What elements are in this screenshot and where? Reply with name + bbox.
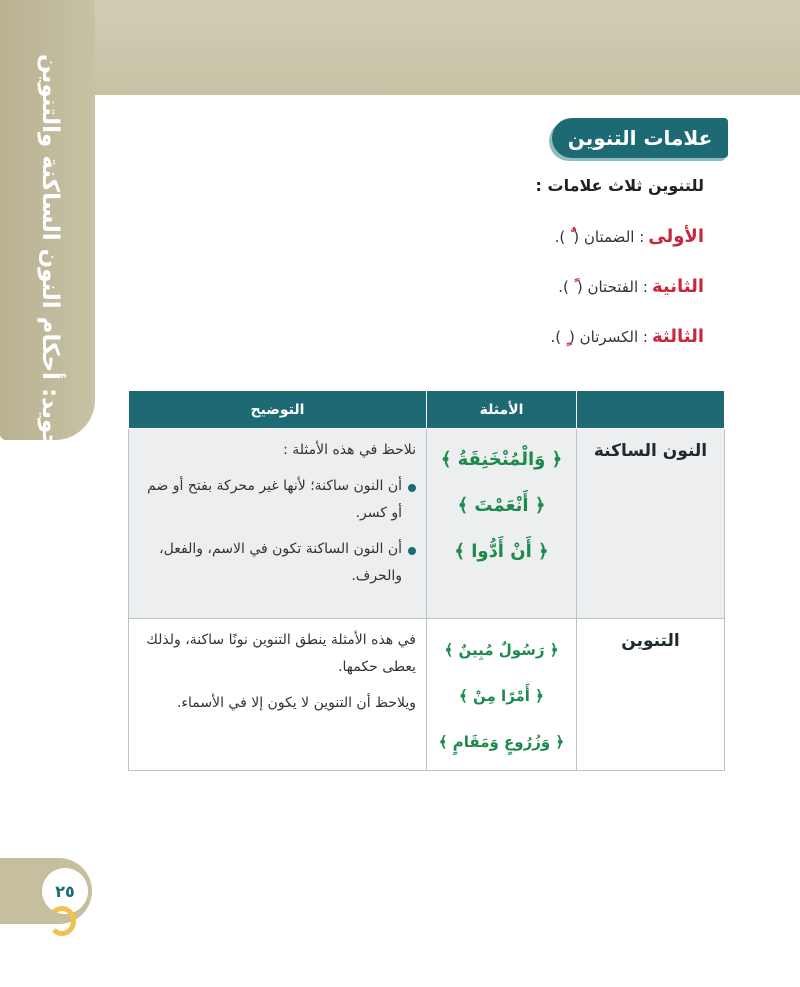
explanation-cell <box>129 619 427 771</box>
mark-name: : الضمتان ( <box>573 227 645 246</box>
explanation-cell <box>129 429 427 619</box>
quran-example: ﴿ أَمْرًا مِنْ ﴾ <box>459 687 544 705</box>
mark-name: : الكسرتان ( <box>569 327 648 346</box>
mark-item-second <box>558 276 704 297</box>
quran-example: ﴿ وَالْمُنْخَنِقَةُ ﴾ <box>440 449 563 470</box>
mark-ordinal: الأولى <box>648 226 704 247</box>
explanation-paragraph: في هذه الأمثلة ينطق التنوين نونًا ساكنة، ولذلك يعطى حكمها. <box>146 632 416 675</box>
mark-tail: ). <box>554 227 566 246</box>
top-decorative-band <box>0 0 800 95</box>
intro-text: للتنوين ثلاث علامات : <box>535 176 704 195</box>
mark-tail: ). <box>550 327 562 346</box>
mark-ordinal: الثالثة <box>651 326 704 347</box>
publisher-logo-icon <box>48 906 76 936</box>
table-row <box>129 619 725 771</box>
explanation-bullet: أن النون الساكنة تكون في الاسم، والفعل، والحرف. <box>137 536 416 590</box>
row-label: التنوين <box>577 619 725 771</box>
explanation-intro: نلاحظ في هذه الأمثلة : <box>283 442 416 458</box>
section-title: علامات التنوين <box>552 118 728 158</box>
mark-ordinal: الثانية <box>651 276 704 297</box>
header-cell-explanation: التوضيح <box>129 391 427 429</box>
mark-item-first <box>555 226 704 247</box>
quran-example: ﴿ أَنْ أَدُّوا ﴾ <box>454 541 549 562</box>
explanation-paragraph: ويلاحظ أن التنوين لا يكون إلا في الأسماء. <box>176 695 416 711</box>
mark-tail: ). <box>558 277 569 296</box>
quran-example: ﴿ وَزُرُوعٍ وَمَقَامٍ ﴾ <box>438 733 565 751</box>
quran-example: ﴿ أَنْعَمْتَ ﴾ <box>457 495 546 516</box>
rules-table <box>128 390 725 771</box>
quran-example: ﴿ رَسُولٌ مُبِينٌ ﴾ <box>444 641 559 659</box>
mark-item-third <box>550 326 704 347</box>
chapter-title <box>10 54 90 476</box>
table-header-row <box>129 391 725 429</box>
header-cell-label <box>577 391 725 429</box>
mark-name: : الفتحتان ( <box>576 277 648 296</box>
examples-cell <box>427 619 577 771</box>
row-label: النون الساكنة <box>577 429 725 619</box>
header-cell-examples: الأمثلة <box>427 391 577 429</box>
table-row <box>129 429 725 619</box>
examples-cell <box>427 429 577 619</box>
page-number: ٢٥ <box>42 868 88 914</box>
explanation-bullet: أن النون ساكنة؛ لأنها غير محركة بفتح أو ضم أو كسر. <box>137 473 416 527</box>
chapter-title-text: التجويد: أحكام النون الساكنة والتنوين <box>37 54 63 476</box>
